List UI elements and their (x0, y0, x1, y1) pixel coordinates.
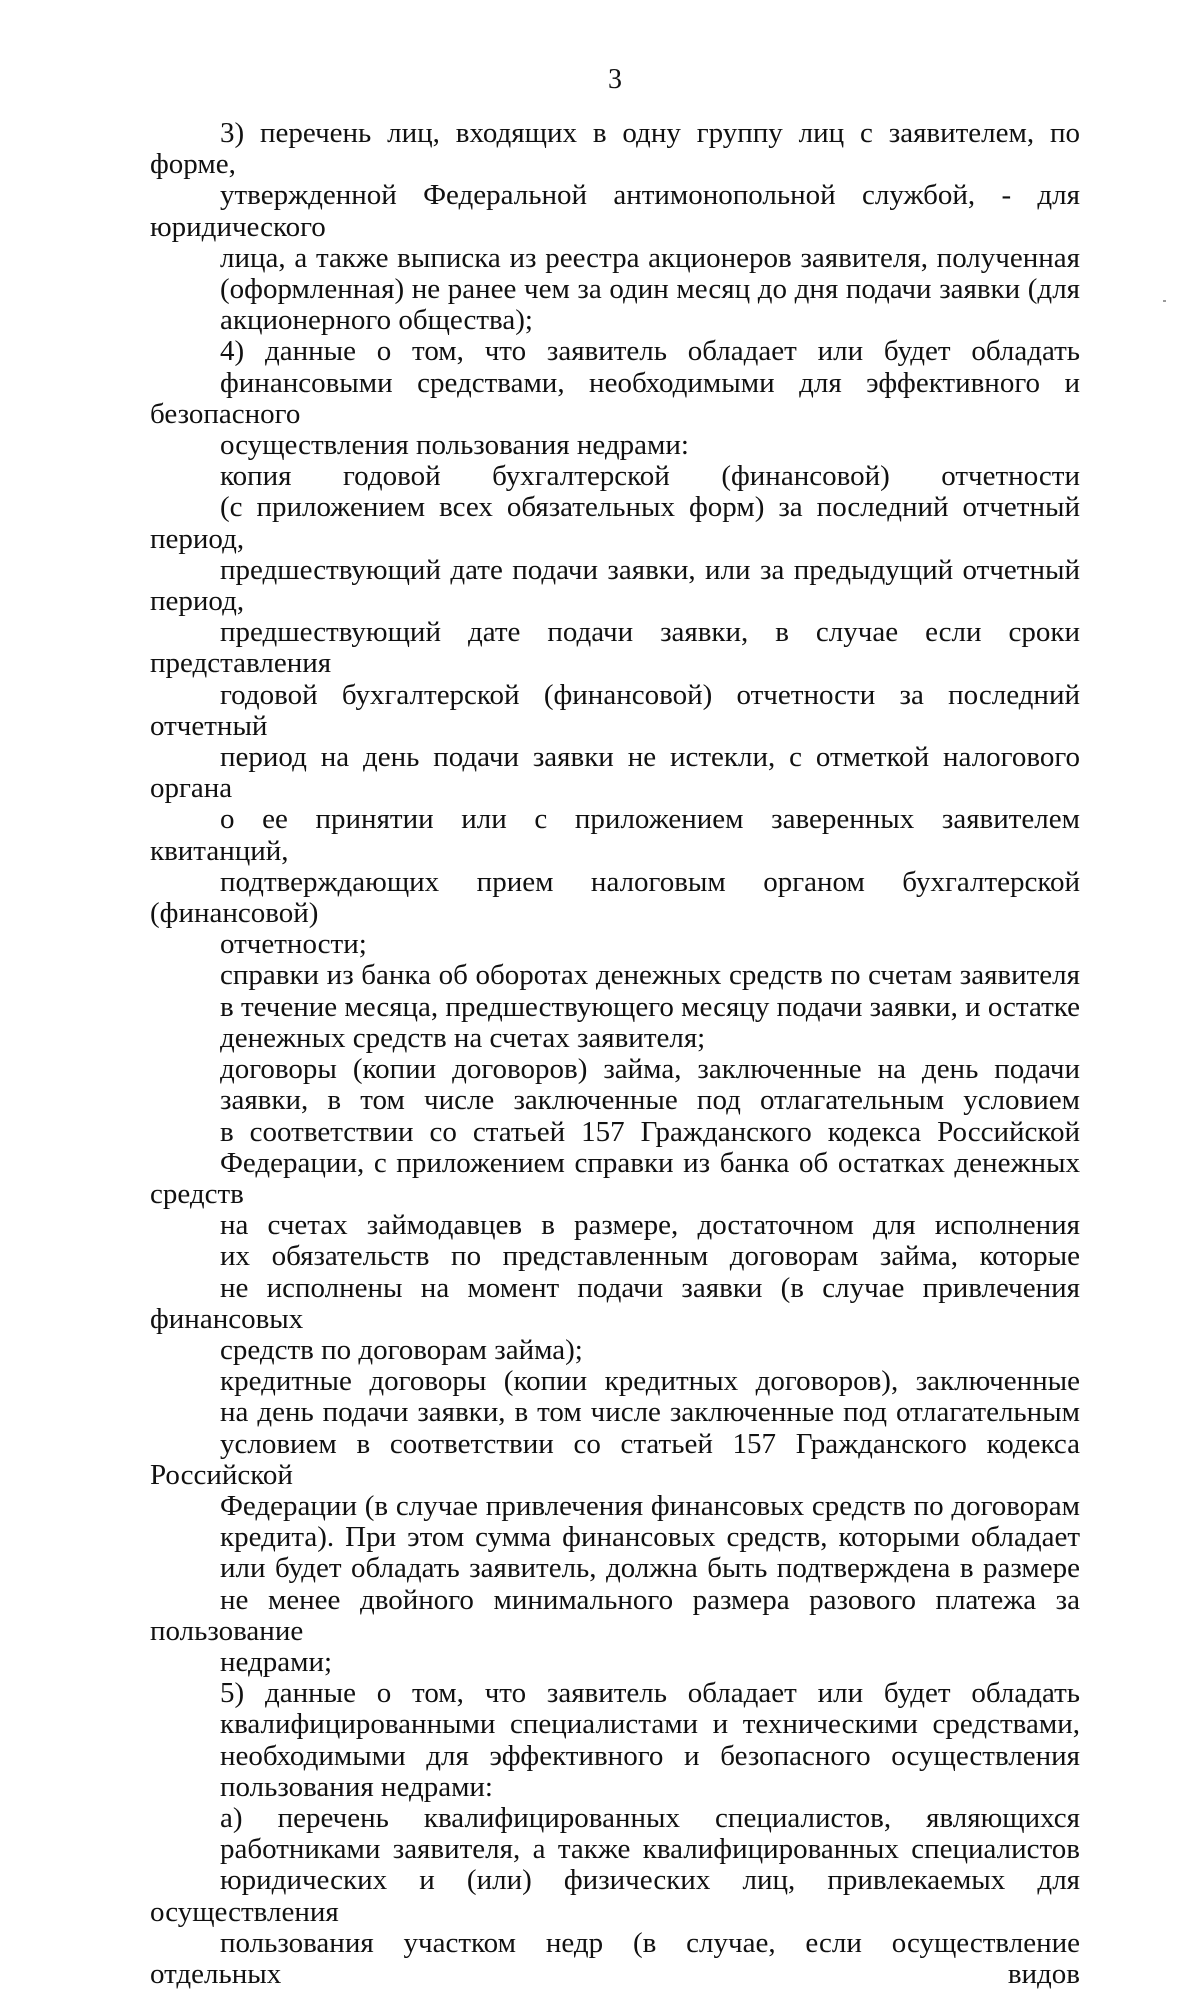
text-line: квалифицированными специалистами и техническими средствами, (220, 1708, 1080, 1741)
text-line: недрами; (220, 1645, 333, 1678)
text-line: их обязательств по представленным договорам займа, которые (220, 1240, 1080, 1273)
text-line: в течение месяца, предшествующего месяцу подачи заявки, и остатке (220, 990, 1080, 1023)
text-line: средств по договорам займа); (220, 1333, 583, 1366)
text-line: копия годовой бухгалтерской (финансовой) отчетности (220, 460, 1080, 493)
paragraph-credit-agreements (150, 1366, 1080, 1678)
text-line: денежных средств на счетах заявителя; (220, 1021, 706, 1054)
text-line: подтверждающих прием налоговым органом бухгалтерской (финансовой) (150, 865, 1080, 930)
text-line: лица, а также выписка из реестра акционеров заявителя, полученная (220, 241, 1080, 274)
text-line: пользования участком недр (в случае, если осуществление отдельных видов (150, 1926, 1080, 1990)
text-line: не менее двойного минимального размера разового платежа за пользование (150, 1583, 1080, 1647)
paragraph-bank-statements (150, 960, 1080, 1054)
text-line: или будет обладать заявитель, должна быть подтверждена в размере (220, 1552, 1080, 1585)
text-line: необходимыми для эффективного и безопасного осуществления (220, 1739, 1080, 1772)
text-line: о ее принятии или с приложением заверенных заявителем квитанций, (150, 803, 1080, 867)
text-line: пользования недрами: (220, 1770, 493, 1803)
text-line: предшествующий дате подачи заявки, в случае если сроки представления (150, 616, 1080, 680)
document-body (150, 118, 1080, 1990)
text-line: работниками заявителя, а также квалифицированных специалистов (220, 1833, 1080, 1866)
text-line: 3) перечень лиц, входящих в одну группу лиц с заявителем, по форме, (150, 117, 1080, 181)
paragraph-financial-statements (150, 461, 1080, 960)
scan-speck (1163, 300, 1166, 302)
text-line: на счетах займодавцев в размере, достаточном для исполнения (220, 1209, 1080, 1242)
text-line: юридических и (или) физических лиц, привлекаемых для осуществления (150, 1864, 1080, 1928)
text-line: годовой бухгалтерской (финансовой) отчетности за последний отчетный (150, 678, 1080, 742)
text-line: (оформленная) не ранее чем за один месяц до дня подачи заявки (для (220, 273, 1080, 306)
text-line: отчетности; (220, 928, 367, 961)
page-number: 3 (608, 64, 622, 95)
text-line: кредита). При этом сумма финансовых средств, которыми обладает (220, 1521, 1080, 1554)
text-line: справки из банка об оборотах денежных средств по счетам заявителя (220, 959, 1080, 992)
paragraph-item-3 (150, 118, 1080, 336)
text-line: предшествующий дате подачи заявки, или за предыдущий отчетный период, (150, 553, 1080, 618)
text-line: период на день подачи заявки не истекли, с отметкой налогового органа (150, 741, 1080, 805)
text-line: в соответствии со статьей 157 Гражданского кодекса Российской (220, 1115, 1080, 1148)
text-line: (с приложением всех обязательных форм) за последний отчетный период, (150, 491, 1080, 555)
paragraph-loan-agreements (150, 1054, 1080, 1366)
text-line: кредитные договоры (копии кредитных договоров), заключенные (220, 1365, 1080, 1398)
text-line: заявки, в том числе заключенные под отлагательным условием (220, 1084, 1080, 1117)
paragraph-item-4 (150, 336, 1080, 461)
text-line: Федерации (в случае привлечения финансовых средств по договорам (220, 1489, 1080, 1522)
text-line: на день подачи заявки, в том числе заключенные под отлагательным (220, 1396, 1080, 1429)
text-line: а) перечень квалифицированных специалистов, являющихся (220, 1801, 1080, 1834)
text-line: договоры (копии договоров) займа, заключенные на день подачи (220, 1053, 1080, 1086)
text-line: утвержденной Федеральной антимонопольной службой, - для юридического (150, 179, 1080, 243)
text-line: 4) данные о том, что заявитель обладает или будет обладать (220, 335, 1080, 368)
paragraph-item-5a (150, 1803, 1080, 1990)
text-line: осуществления пользования недрами: (220, 429, 689, 462)
text-line: акционерного общества); (220, 304, 533, 337)
text-line: Федерации, с приложением справки из банка об остатках денежных средств (150, 1146, 1080, 1210)
text-line: не исполнены на момент подачи заявки (в случае привлечения финансовых (150, 1271, 1080, 1335)
text-line: условием в соответствии со статьей 157 Гражданского кодекса Российской (150, 1427, 1080, 1491)
text-line: финансовыми средствами, необходимыми для эффективного и безопасного (150, 366, 1080, 430)
text-line: 5) данные о том, что заявитель обладает или будет обладать (220, 1677, 1080, 1710)
